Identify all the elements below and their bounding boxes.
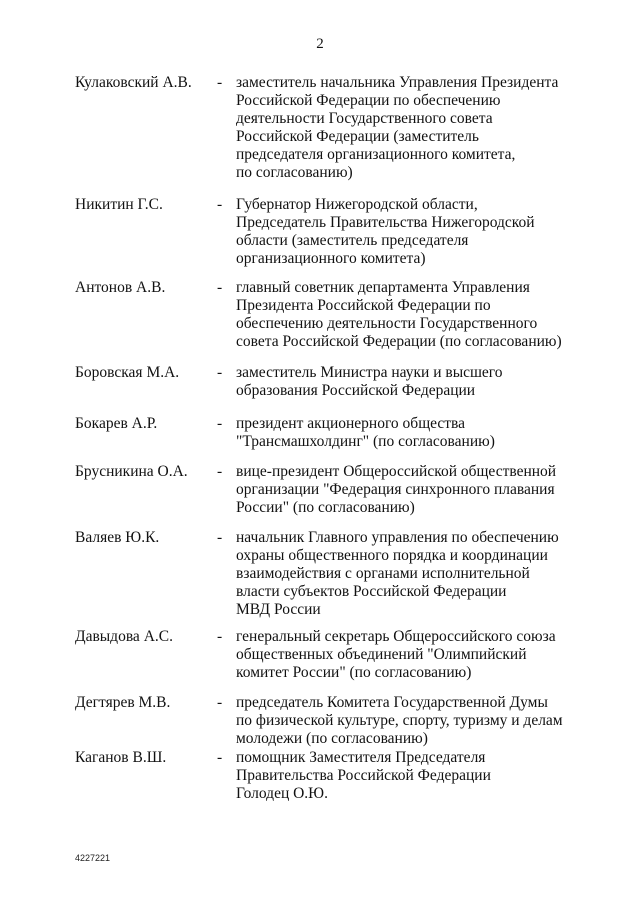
role-line: Председатель Правительства Нижегородской [236, 214, 535, 231]
separator-dash: - [217, 529, 223, 546]
separator-dash: - [217, 364, 223, 381]
role-line: организации "Федерация синхронного плавания [236, 481, 555, 498]
member-role [236, 364, 576, 400]
member-name: Кулаковский А.В. [75, 74, 192, 91]
member-name: Дегтярев М.В. [75, 694, 171, 711]
member-role [236, 279, 576, 351]
member-name: Боровская М.А. [75, 364, 180, 381]
separator-dash: - [217, 196, 223, 213]
separator-dash: - [217, 628, 223, 645]
member-name: Никитин Г.С. [75, 196, 163, 213]
role-line: комитет России" (по согласованию) [236, 664, 472, 681]
role-line: МВД России [236, 601, 321, 618]
role-line: общественных объединений "Олимпийский [236, 646, 527, 663]
separator-dash: - [217, 279, 223, 296]
document-code: 4227221 [75, 853, 111, 863]
separator-dash: - [217, 74, 223, 91]
member-name: Валяев Ю.К. [75, 529, 160, 546]
role-line: обеспечению деятельности Государственного [236, 315, 538, 332]
role-line: президент акционерного общества [236, 415, 466, 432]
role-line: охраны общественного порядка и координации [236, 547, 548, 564]
member-role [236, 529, 576, 619]
role-line: главный советник департамента Управления [236, 279, 530, 296]
role-line: председатель Комитета Государственной Думы [236, 694, 548, 711]
member-role [236, 196, 576, 268]
member-name: Каганов В.Ш. [75, 749, 167, 766]
separator-dash: - [217, 415, 223, 432]
role-line: вице-президент Общероссийской общественной [236, 463, 557, 480]
role-line: Российской Федерации по обеспечению [236, 92, 501, 109]
page-number: 2 [316, 36, 324, 52]
member-role [236, 74, 576, 182]
role-line: по согласованию) [236, 164, 353, 181]
role-line: совета Российской Федерации (по согласованию) [236, 333, 562, 350]
role-line: молодежи (по согласованию) [236, 730, 428, 747]
member-role [236, 749, 576, 803]
role-line: образования Российской Федерации [236, 382, 476, 399]
member-name: Давыдова А.С. [75, 628, 173, 645]
member-role [236, 628, 576, 682]
role-line: власти субъектов Российской Федерации [236, 583, 507, 600]
role-line: помощник Заместителя Председателя [236, 749, 486, 766]
role-line: председателя организационного комитета, [236, 146, 516, 163]
role-line: организационного комитета) [236, 250, 426, 267]
role-line: России" (по согласованию) [236, 499, 415, 516]
role-line: Губернатор Нижегородской области, [236, 196, 478, 213]
role-line: начальник Главного управления по обеспечению [236, 529, 559, 546]
role-line: Российской Федерации (заместитель [236, 128, 479, 145]
role-line: Голодец О.Ю. [236, 785, 328, 802]
separator-dash: - [217, 463, 223, 480]
member-name: Брусникина О.А. [75, 463, 188, 480]
separator-dash: - [217, 694, 223, 711]
member-name: Антонов А.В. [75, 279, 166, 296]
member-name: Бокарев А.Р. [75, 415, 158, 432]
role-line: области (заместитель председателя [236, 232, 469, 249]
role-line: заместитель начальника Управления Президента [236, 74, 559, 91]
role-line: взаимодействия с органами исполнительной [236, 565, 530, 582]
member-role [236, 415, 576, 451]
role-line: Правительства Российской Федерации [236, 767, 491, 784]
role-line: "Трансмашхолдинг" (по согласованию) [236, 433, 495, 450]
role-line: генеральный секретарь Общероссийского союза [236, 628, 556, 645]
member-role [236, 694, 576, 748]
separator-dash: - [217, 749, 223, 766]
member-role [236, 463, 576, 517]
role-line: по физической культуре, спорту, туризму и делам [236, 712, 563, 729]
role-line: деятельности Государственного совета [236, 110, 493, 127]
role-line: заместитель Министра науки и высшего [236, 364, 503, 381]
role-line: Президента Российской Федерации по [236, 297, 491, 314]
